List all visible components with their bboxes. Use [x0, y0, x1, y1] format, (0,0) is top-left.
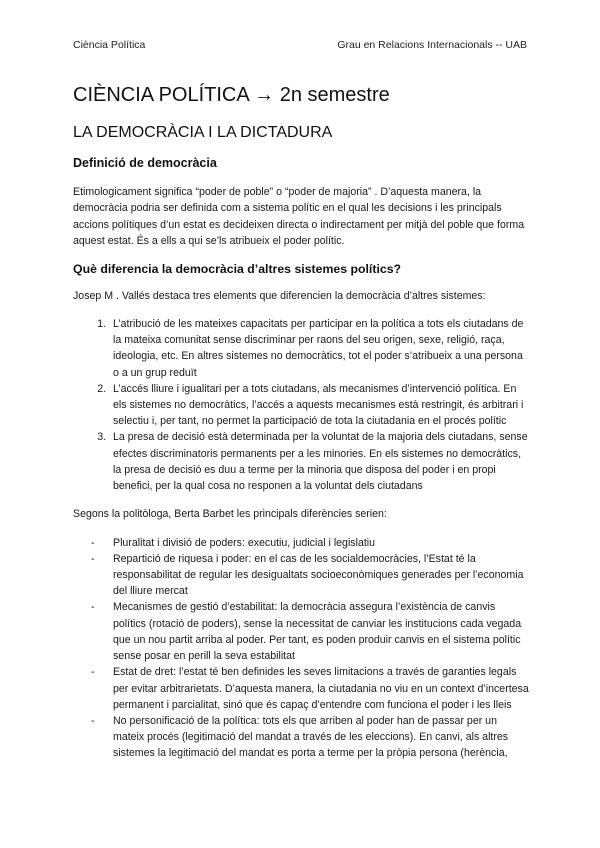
section-heading-definicio: Definició de democràcia [73, 156, 217, 170]
list-item: - No personificació de la política: tots els que arriben al poder han de passar per un mateix procés (legitimació del mandat a través de les eleccions). En canvi, als altres sistemes la legitimació del mandat es porta a terme per la pròpia persona (herència, [109, 713, 531, 762]
list-item: - Repartició de riquesa i poder: en el cas de les socialdemocràcies, l’Estat té la responsabilitat de regular les desigualtats socioeconòmiques generades per l’economia del lliure mercat [109, 551, 531, 600]
definition-paragraph: Etimologicament significa “poder de poble” o “poder de majoria” . D’aquesta manera, la democràcia podria ser definida com a sistema polític en el qual les decisions i les principals accions polítiques d’un estat es decideixen directa o indirectament per mitjà del poble que forma aquest estat. És a ells a qui se’ls atribueix el poder polític. [73, 186, 525, 248]
running-header-left: Ciència Política [73, 39, 146, 51]
running-header-right: Grau en Relacions Internacionals -- UAB [337, 39, 527, 51]
list-item: - Pluralitat i divisió de poders: executiu, judicial i legislatiu [109, 535, 531, 551]
list-item: - Estat de dret: l’estat té ben definides les seves limitacions a través de garanties legals per evitar arbitrarietats. D’aquesta manera, la ciutadania no viu en un context d’incertesa permanent i parcialitat, sinó que és capaç d’entendre com funciona el poder i les lleis [109, 664, 531, 713]
barbet-differences-list [73, 535, 531, 762]
document-title: CIÈNCIA POLÍTICA → 2n semestre [73, 84, 390, 106]
valles-elements-list [73, 316, 531, 494]
section-heading-diferencies: Què diferencia la democràcia d’altres sistemes polítics? [73, 261, 402, 276]
document-body [73, 84, 531, 762]
document-subtitle: LA DEMOCRÀCIA I LA DICTADURA [73, 124, 333, 141]
list-item: - Mecanismes de gestió d’estabilitat: la democràcia assegura l’existència de canvis polítics (rotació de poders), sense la necessitat de canviar les institucions cada vegada que un nou partit arriba al poder. Per tant, es poden produir canvis en el sistema polític sense posar en perill la seva estabilitat [109, 599, 531, 664]
list-item: 3. La presa de decisió està determinada per la voluntat de la majoria dels ciutadans, sense efectes discriminatoris permanents per a les minories. En els sistemes no democràtics, la presa de decisió es duu a terme per la minoria que disposa del poder i en propi benefici, per la qual cosa no responen a la voluntat dels ciutadans [109, 429, 531, 494]
valles-intro: Josep M . Vallés destaca tres elements que diferencien la democràcia d’altres sistemes: [73, 289, 486, 302]
barbet-intro: Segons la politòloga, Berta Barbet les principals diferències serien: [73, 508, 387, 521]
list-item: 1. L’atribució de les mateixes capacitats per participar en la política a tots els ciutadans de la mateixa comunitat sense discriminar per raons del seu origen, sexe, religió, raça, ideologia, etc. En altres sistemes no democràtics, tot el poder s’atribueix a una persona o a un grup reduït [109, 316, 531, 381]
list-item: 2. L’accés lliure i igualitari per a tots ciutadans, als mecanismes d’intervenció política. En els sistemes no democràtics, l’accés a aquests mecanismes està restringit, és arbitrari i selectiu i, per tant, no permet la participació de tota la ciutadania en el procés polític [109, 381, 531, 430]
